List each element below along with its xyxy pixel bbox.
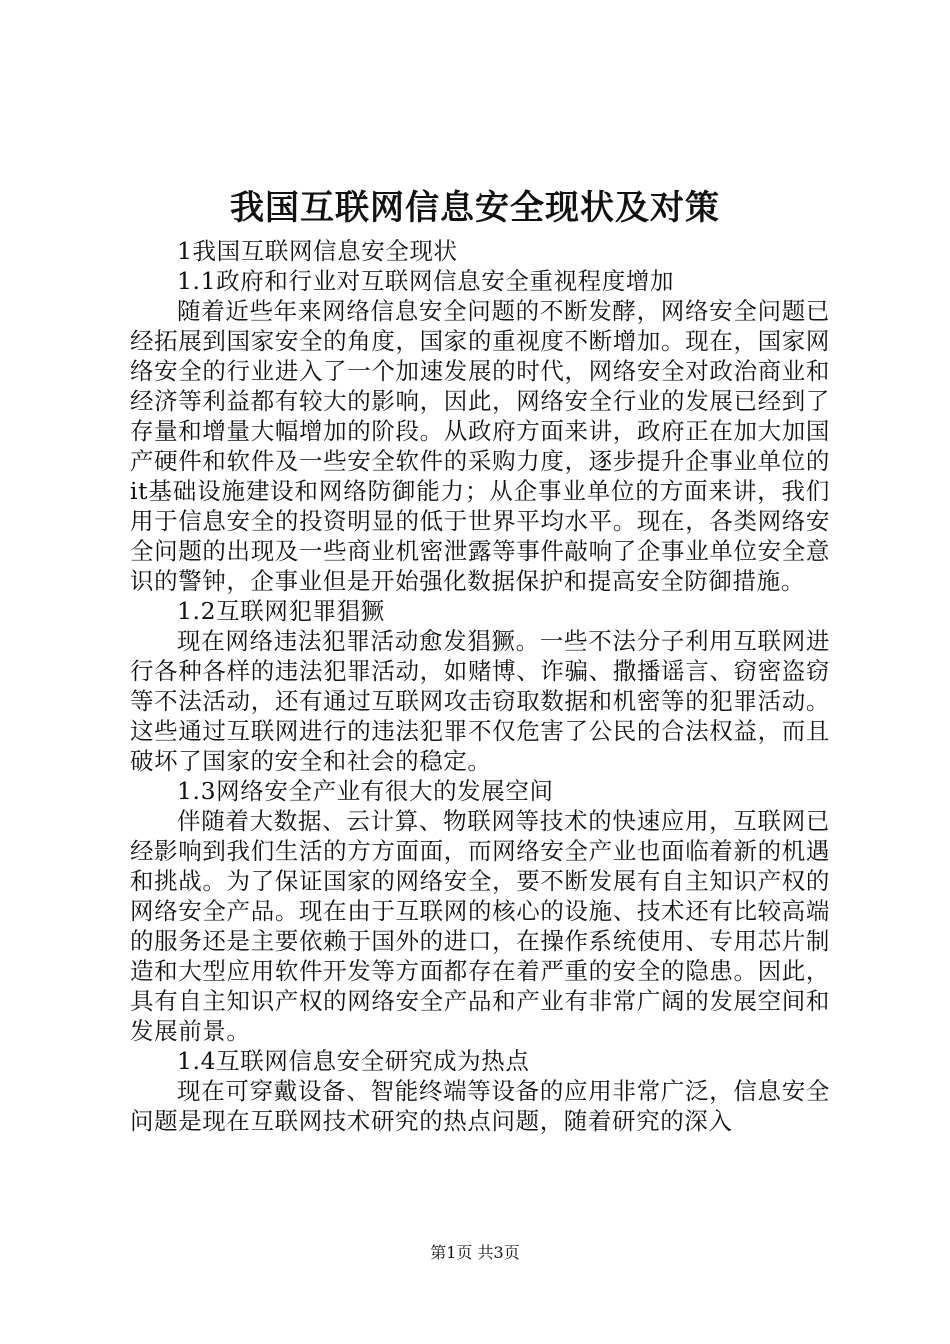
body-paragraph: 伴随着大数据、云计算、物联网等技术的快速应用，互联网已经影响到我们生活的方方面面，而网络安全产业也面临着新的机遇和挑战。为了保证国家的网络安全，要不断发展有自主知识产权的网络安全产品。现在由于互联网的核心的设施、技术还有比较高端的服务还是主要依赖于国外的进口，在操作系统使用、专用芯片制造和大型应用软件开发等方面都存在着严重的安全的隐患。因此，具有自主知识产权的网络安全产品和产业有非常广阔的发展空间和发展前景。 [130,807,830,1045]
body-paragraph: 现在网络违法犯罪活动愈发猖獗。一些不法分子利用互联网进行各种各样的违法犯罪活动，如赌博、诈骗、撒播谣言、窃密盗窃等不法活动，还有通过互联网攻击窃取数据和机密等的犯罪活动。这些通过互联网进行的违法犯罪不仅危害了公民的合法权益，而且破坏了国家的安全和社会的稳定。 [130,627,830,775]
document-title: 我国互联网信息安全现状及对策 [230,188,720,228]
subsection-heading: 1.4互联网信息安全研究成为热点 [177,1047,530,1075]
subsection-heading: 1.3网络安全产业有很大的发展空间 [177,777,554,805]
page-number-footer: 第1页 共3页 [430,1243,520,1262]
document-body [130,236,830,1136]
subsection-heading: 1.1政府和行业对互联网信息安全重视程度增加 [177,267,675,295]
body-paragraph: 现在可穿戴设备、智能终端等设备的应用非常广泛，信息安全问题是现在互联网技术研究的热点问题，随着研究的深入 [130,1077,830,1135]
body-paragraph: 随着近些年来网络信息安全问题的不断发酵，网络安全问题已经拓展到国家安全的角度，国家的重视度不断增加。现在，国家网络安全的行业进入了一个加速发展的时代，网络安全对政治商业和经济等利益都有较大的影响，因此，网络安全行业的发展已经到了存量和增量大幅增加的阶段。从政府方面来讲，政府正在加大加国产硬件和软件及一些安全软件的采购力度，逐步提升企事业单位的it基础设施建设和网络防御能力；从企事业单位的方面来讲，我们用于信息安全的投资明显的低于世界平均水平。现在，各类网络安全问题的出现及一些商业机密泄露等事件敲响了企事业单位安全意识的警钟，企事业但是开始强化数据保护和提高安全防御措施。 [130,297,830,595]
subsection-heading: 1.2互联网犯罪猖獗 [177,597,385,625]
section-heading: 1我国互联网信息安全现状 [177,237,458,265]
